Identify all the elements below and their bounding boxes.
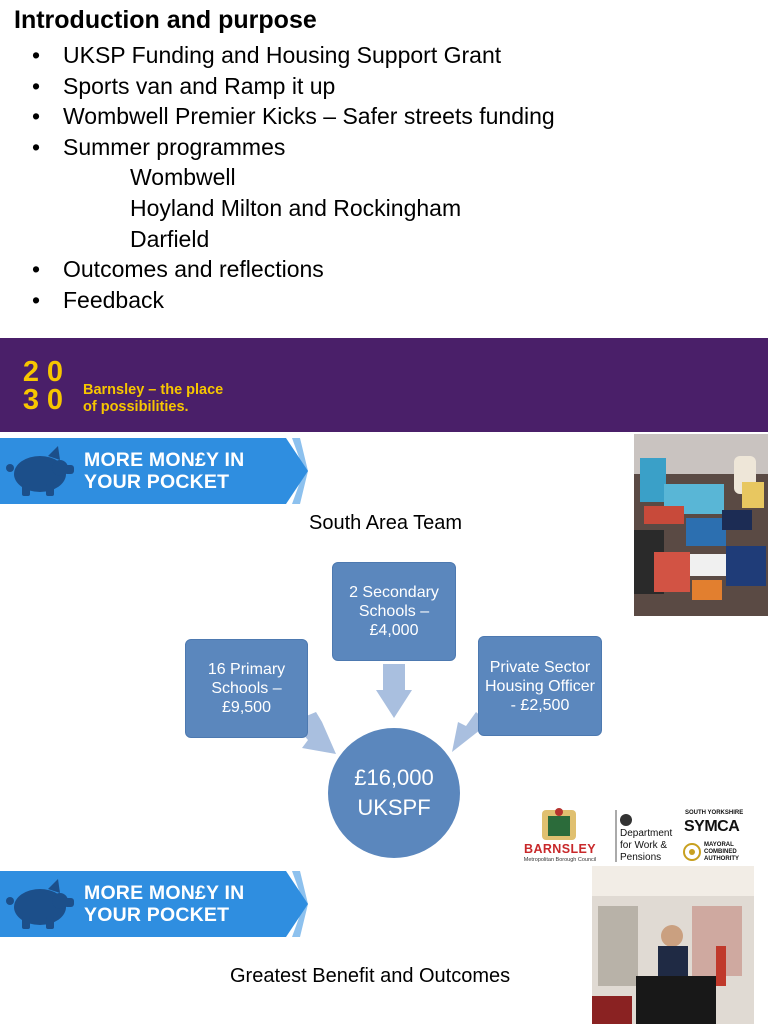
ribbon-text xyxy=(84,883,244,926)
private-sector-box: Private Sector Housing Officer - £2,500 xyxy=(478,636,602,736)
symca-line: AUTHORITY xyxy=(704,856,739,862)
ribbon-line: YOUR POCKET xyxy=(84,903,230,926)
logo-digit: 0 xyxy=(46,356,64,388)
intro-title: Introduction and purpose xyxy=(14,6,317,34)
bullet-item: • Sports van and Ramp it up xyxy=(32,71,555,102)
coats-image xyxy=(592,866,754,1024)
tagline-line: of possibilities. xyxy=(83,399,189,415)
arrow-down-icon xyxy=(376,664,412,718)
bullet-item: • UKSP Funding and Housing Support Grant xyxy=(32,40,555,71)
barnsley-logo-name: BARNSLEY xyxy=(524,842,596,856)
sub-item: Hoyland Milton and Rockingham xyxy=(130,194,462,221)
coats-photo xyxy=(592,866,754,1024)
ukspf-total-circle xyxy=(328,728,460,858)
dwp-logo xyxy=(620,828,672,864)
barnsley-crest-icon xyxy=(542,808,576,840)
ribbon-line: YOUR POCKET xyxy=(84,470,230,493)
symca-emblem-icon xyxy=(684,844,700,860)
barnsley-logo-sub: Metropolitan Borough Council xyxy=(523,857,597,863)
dwp-line: Department xyxy=(620,828,673,839)
south-area-title: South Area Team xyxy=(309,512,463,534)
partner-logos xyxy=(512,806,752,866)
dwp-line: for Work & xyxy=(620,840,668,851)
sub-item: Darfield xyxy=(130,225,210,252)
bullet-item: • Outcomes and reflections xyxy=(32,254,555,285)
symca-top-label: SOUTH YORKSHIRE xyxy=(685,810,744,816)
primary-schools-box: 16 Primary Schools – £9,500 xyxy=(185,639,308,738)
ukspf-label: UKSPF xyxy=(357,795,431,820)
ribbon-line: MORE MON£Y IN xyxy=(84,882,245,904)
sub-item: Wombwell xyxy=(130,164,236,191)
crown-icon xyxy=(620,814,632,826)
secondary-schools-box: 2 Secondary Schools – £4,000 xyxy=(332,562,456,661)
ukspf-amount: £16,000 xyxy=(354,765,434,790)
tagline-line: Barnsley – the place xyxy=(83,382,224,398)
bullet-item: • Summer programmes xyxy=(32,132,555,163)
logo-digit: 3 xyxy=(22,384,40,416)
logo-digit: 2 xyxy=(22,356,40,388)
symca-name: SYMCA xyxy=(684,818,740,835)
symca-line: MAYORAL xyxy=(704,842,734,848)
bullet-item: • Feedback xyxy=(32,285,555,316)
outcomes-title: Greatest Benefit and Outcomes xyxy=(230,965,511,987)
money-pocket-ribbon xyxy=(0,871,310,937)
logo-digit: 0 xyxy=(46,384,64,416)
bullet-item: • Wombwell Premier Kicks – Safer streets funding xyxy=(32,101,555,132)
ribbon-line: MORE MON£Y IN xyxy=(84,449,245,471)
symca-subtext xyxy=(704,842,739,863)
dwp-line: Pensions xyxy=(620,852,662,863)
symca-line: COMBINED xyxy=(704,849,737,855)
